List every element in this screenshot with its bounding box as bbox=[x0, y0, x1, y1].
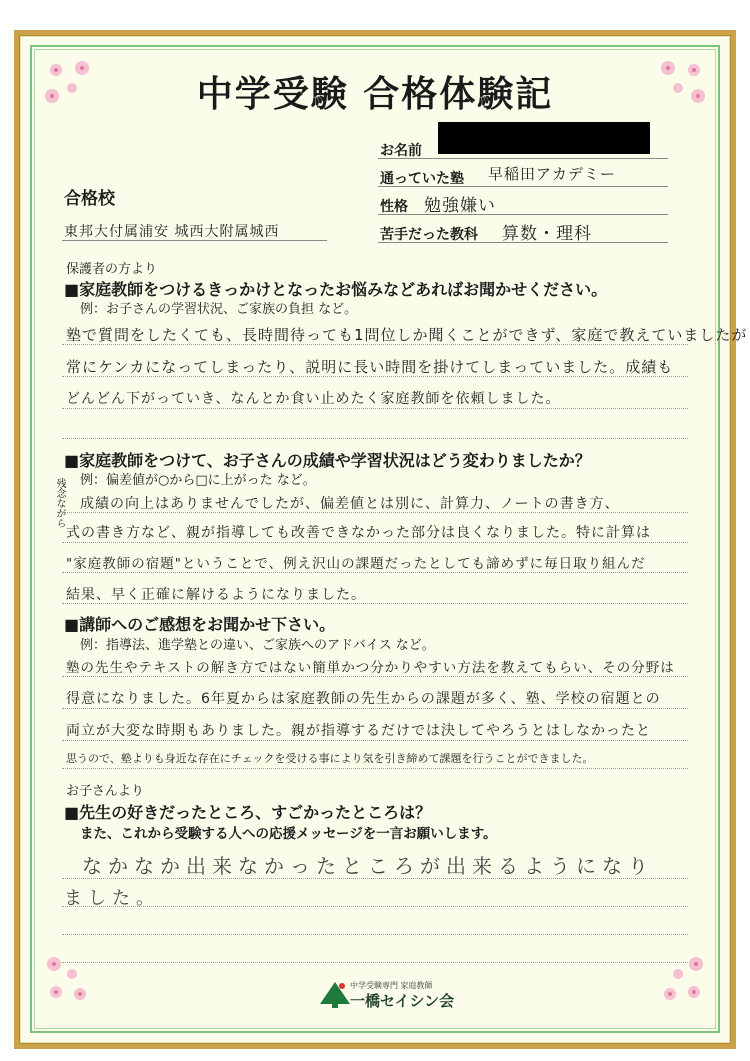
q3-example: 例：指導法、進学塾との違い、ご家族へのアドバイス など。 bbox=[80, 638, 435, 653]
ruled-line bbox=[62, 878, 688, 879]
q4-answer-line: なかなか出来なかったところが出来るようになり bbox=[82, 854, 654, 878]
parent-section-header: 保護者の方より bbox=[66, 262, 158, 277]
school-value: 早稲田アカデミー bbox=[488, 165, 616, 183]
school-underline bbox=[378, 186, 668, 187]
q3-heading: ■講師へのご感想をお聞かせ下さい。 bbox=[64, 615, 336, 634]
q2-answer-line: "家庭教師の宿題"ということで、例え沢山の課題だったとしても諦めずに毎日取り組んだ bbox=[66, 556, 646, 572]
q2-answer-line: 結果、早く正確に解けるようになりました。 bbox=[66, 587, 366, 603]
q2-answer-line: 式の書き方など、親が指導しても改善できなかった部分は良くなりました。特に計算は bbox=[66, 525, 651, 541]
page-title: 中学受験 合格体験記 bbox=[196, 73, 554, 115]
q1-example: 例：お子さんの学習状況、ご家族の負担 など。 bbox=[80, 302, 358, 317]
q1-heading: ■家庭教師をつけるきっかけとなったお悩みなどあればお聞かせください。 bbox=[64, 280, 608, 299]
weak-subject-value: 算数・理科 bbox=[502, 224, 592, 244]
q1-answer-line: どんどん下がっていき、なんとか食い止めたく家庭教師を依頼しました。 bbox=[66, 391, 561, 407]
logo-name: 一橋セイシン会 bbox=[350, 992, 455, 1010]
q2-example: 例：偏差値が○から□に上がった など。 bbox=[80, 473, 316, 488]
passed-school-underline bbox=[62, 240, 327, 241]
ruled-line bbox=[62, 906, 688, 907]
ruled-line bbox=[62, 512, 688, 513]
q4-answer-line: ました。 bbox=[64, 888, 160, 909]
ruled-line bbox=[62, 676, 688, 677]
q2-heading: ■家庭教師をつけて、お子さんの成績や学習状況はどう変わりましたか？ bbox=[64, 451, 591, 470]
ruled-line bbox=[62, 768, 688, 769]
ruled-line bbox=[62, 438, 688, 439]
ruled-line bbox=[62, 408, 688, 409]
logo-tagline: 中学受験専門 家庭教師 bbox=[350, 981, 433, 990]
weak-subject-underline bbox=[378, 242, 668, 243]
q4-subheading: また、これから受験する人への応援メッセージを一言お願いします。 bbox=[80, 826, 497, 842]
ruled-line bbox=[62, 344, 688, 345]
weak-subject-label: 苦手だった教科 bbox=[380, 227, 478, 243]
flower-bottom-right-icon bbox=[652, 950, 708, 1006]
ruled-line bbox=[62, 934, 688, 935]
logo-tree-icon bbox=[318, 982, 352, 1008]
ruled-line bbox=[62, 603, 688, 604]
passed-school-value: 東邦大付属浦安 城西大附属城西 bbox=[64, 224, 280, 240]
name-label: お名前 bbox=[380, 143, 422, 159]
personality-value: 勉強嫌い bbox=[424, 196, 496, 216]
ruled-line bbox=[62, 962, 688, 963]
child-section-header: お子さんより bbox=[66, 784, 145, 799]
ruled-line bbox=[62, 708, 688, 709]
q2-answer-line: 成績の向上はありませんでしたが、偏差値とは別に、計算力、ノートの書き方、 bbox=[80, 496, 620, 512]
school-label: 通っていた塾 bbox=[380, 171, 464, 187]
q3-answer-line: 塾の先生やテキストの解き方ではない簡単かつ分かりやすい方法を教えてもらい、その分野は bbox=[66, 660, 675, 676]
passed-school-label: 合格校 bbox=[64, 189, 115, 209]
q1-answer-line: 常にケンカになってしまったり、説明に長い時間を掛けてしまっていました。成績も bbox=[66, 358, 674, 376]
name-underline bbox=[378, 158, 668, 159]
q4-heading: ■先生の好きだったところ、すごかったところは？ bbox=[64, 803, 432, 822]
redacted-name bbox=[438, 122, 650, 154]
q2-margin-note: 残念ながら bbox=[54, 478, 65, 528]
ruled-line bbox=[62, 376, 688, 377]
q3-answer-line: 両立が大変な時期もありました。親が指導するだけでは決してやろうとはしなかったと bbox=[66, 723, 651, 739]
flower-bottom-left-icon bbox=[42, 950, 98, 1006]
ruled-line bbox=[62, 542, 688, 543]
ruled-line bbox=[62, 572, 688, 573]
q3-answer-line: 得意になりました。6年夏からは家庭教師の先生からの課題が多く、塾、学校の宿題との bbox=[66, 691, 661, 707]
q1-answer-line: 塾で質問をしたくても、長時間待っても1問位しか聞くことができず、家庭で教えていましたが bbox=[66, 326, 748, 344]
personality-underline bbox=[378, 214, 668, 215]
ruled-line bbox=[62, 740, 688, 741]
personality-label: 性格 bbox=[380, 199, 408, 215]
q3-answer-line: 思うので、塾よりも身近な存在にチェックを受ける事により気を引き締めて課題を行うことができました。 bbox=[66, 752, 594, 765]
